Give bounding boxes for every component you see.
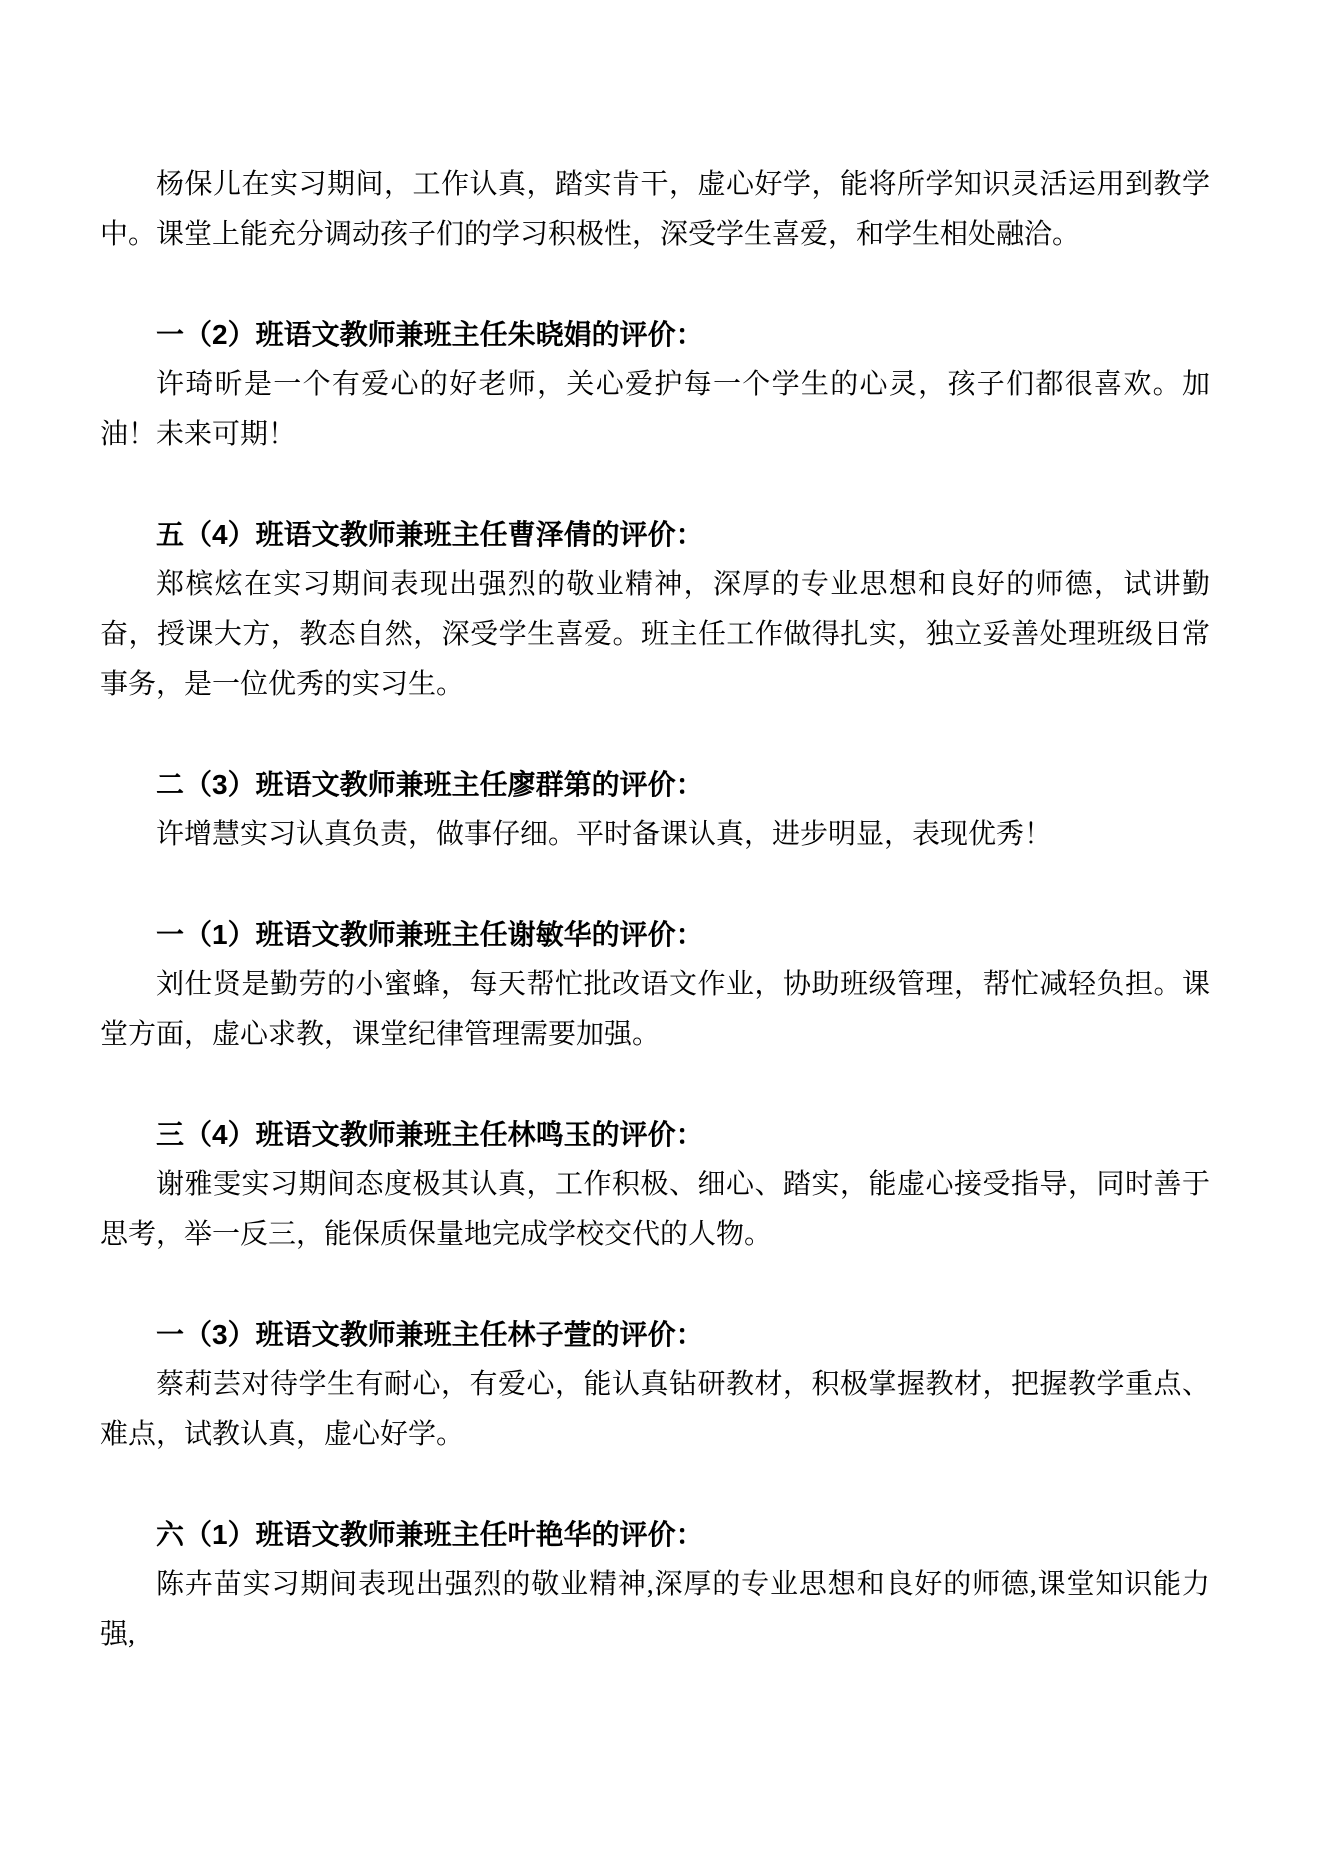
paragraph-spacer [100,860,1210,910]
intro-paragraph: 杨保儿在实习期间，工作认真，踏实肯干，虚心好学，能将所学知识灵活运用到教学中。课堂上能充分调动孩子们的学习积极性，深受学生喜爱，和学生相处融洽。 [100,169,1210,250]
section-heading: 五（4）班语文教师兼班主任曹泽倩的评价： [156,519,704,550]
paragraph-spacer [100,710,1210,760]
section-body: 许琦昕是一个有爱心的好老师，关心爱护每一个学生的心灵，孩子们都很喜欢。加油！未来可期！ [100,369,1210,450]
paragraph-spacer [100,1060,1210,1110]
section-heading: 二（3）班语文教师兼班主任廖群第的评价： [156,769,704,800]
section-heading: 六（1）班语文教师兼班主任叶艳华的评价： [156,1519,704,1550]
section-heading: 三（4）班语文教师兼班主任林鸣玉的评价： [156,1119,704,1150]
section-body: 郑槟炫在实习期间表现出强烈的敬业精神，深厚的专业思想和良好的师德，试讲勤奋，授课大方，教态自然，深受学生喜爱。班主任工作做得扎实，独立妥善处理班级日常事务，是一位优秀的实习生。 [100,569,1210,700]
section-heading: 一（1）班语文教师兼班主任谢敏华的评价： [156,919,704,950]
section-body: 许增慧实习认真负责，做事仔细。平时备课认真，进步明显，表现优秀！ [156,819,1053,850]
evaluation-section [100,310,1210,460]
evaluation-section [100,760,1210,860]
evaluation-section [100,510,1210,710]
section-body: 刘仕贤是勤劳的小蜜蜂，每天帮忙批改语文作业，协助班级管理，帮忙减轻负担。课堂方面，虚心求教，课堂纪律管理需要加强。 [100,969,1210,1050]
evaluation-section [100,1310,1210,1460]
section-heading: 一（2）班语文教师兼班主任朱晓娟的评价： [156,319,704,350]
paragraph-spacer [100,460,1210,510]
evaluation-section [100,1110,1210,1260]
section-body: 谢雅雯实习期间态度极其认真，工作积极、细心、踏实，能虚心接受指导，同时善于思考，举一反三，能保质保量地完成学校交代的人物。 [100,1169,1210,1250]
paragraph-spacer [100,260,1210,310]
paragraph-spacer [100,1260,1210,1310]
paragraph-spacer [100,1460,1210,1510]
evaluation-section [100,910,1210,1060]
section-heading: 一（3）班语文教师兼班主任林子萱的评价： [156,1319,704,1350]
section-body: 陈卉苗实习期间表现出强烈的敬业精神,深厚的专业思想和良好的师德,课堂知识能力强, [100,1569,1210,1650]
evaluation-section [100,1510,1210,1660]
section-body: 蔡莉芸对待学生有耐心，有爱心，能认真钻研教材，积极掌握教材，把握教学重点、难点，试教认真，虚心好学。 [100,1369,1210,1450]
